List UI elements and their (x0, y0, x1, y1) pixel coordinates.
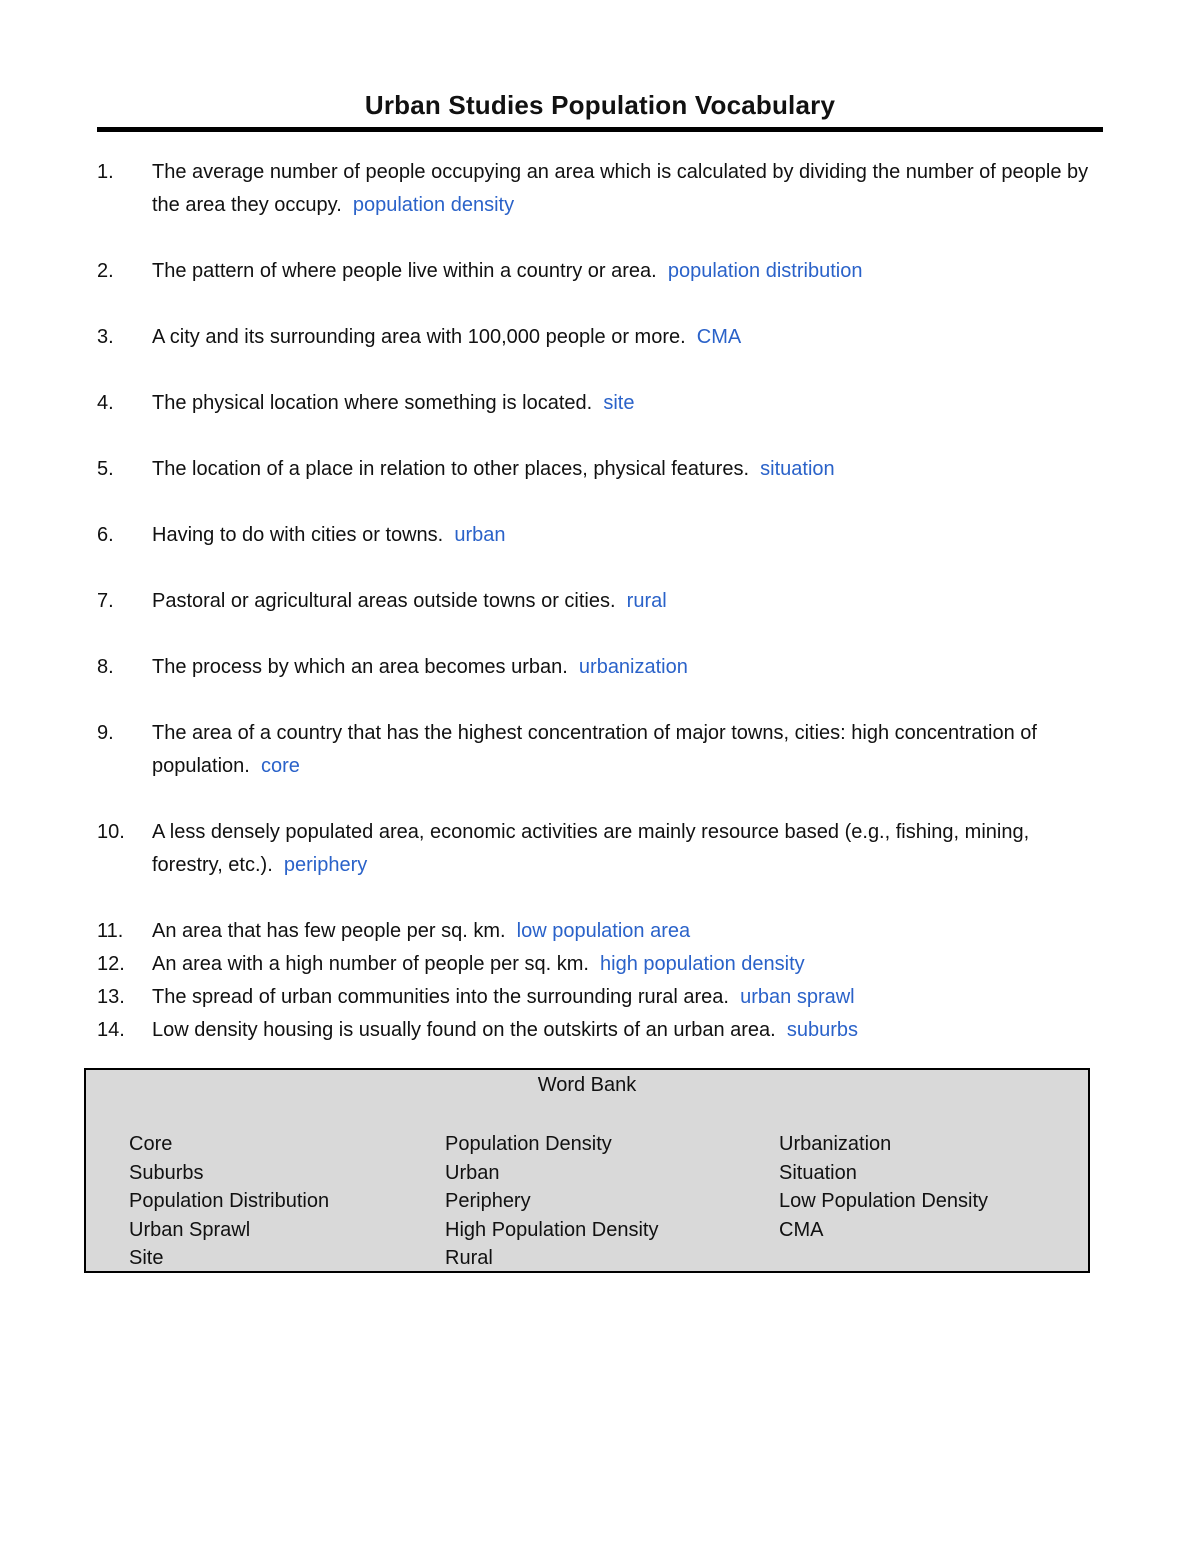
question-text: The process by which an area becomes urban. (152, 656, 568, 678)
question-text: Having to do with cities or towns. (152, 524, 444, 546)
question-number: 10. (97, 821, 125, 843)
answer-text: urbanization (578, 656, 688, 678)
question-item (0, 255, 1200, 288)
word-bank (84, 1068, 1090, 1273)
answer-text: urban (454, 524, 506, 546)
answer-text: CMA (696, 326, 742, 348)
question-number: 5. (97, 458, 114, 480)
question-list (0, 156, 1200, 1047)
title-underline (97, 127, 1103, 132)
word-bank-term: Situation (779, 1161, 857, 1184)
answer-text: core (261, 755, 300, 777)
question-text: A city and its surrounding area with 100,000 people or more. (152, 326, 686, 348)
question-item (0, 321, 1200, 354)
answer-text: site (603, 392, 635, 414)
question-text: A less densely populated area, economic activities are mainly resource based (e.g., fishing, mining, forestry, etc.). (152, 821, 1030, 876)
question-item (0, 981, 1200, 1014)
question-item (0, 453, 1200, 486)
question-text: An area with a high number of people per sq. km. (152, 953, 589, 975)
word-bank-term: Population Density (445, 1133, 612, 1155)
word-bank-term: Periphery (445, 1190, 531, 1212)
question-number: 8. (97, 656, 114, 678)
question-text: The spread of urban communities into the surrounding rural area. (152, 986, 729, 1008)
question-item (0, 915, 1200, 948)
word-bank-term: Low Population Density (779, 1190, 989, 1212)
question-item (0, 1014, 1200, 1047)
answer-text: high population density (600, 953, 805, 975)
word-bank-column (129, 1130, 329, 1273)
word-bank-column (445, 1130, 658, 1273)
question-item (0, 651, 1200, 684)
question-item (0, 948, 1200, 981)
question-text: Pastoral or agricultural areas outside towns or cities. (152, 590, 616, 612)
word-bank-title: Word Bank (537, 1074, 637, 1096)
question-number: 11. (97, 920, 124, 942)
question-text: The average number of people occupying an area which is calculated by dividing the number of people by the area they occupy. (152, 161, 1089, 216)
word-bank-term: Urban (445, 1161, 500, 1184)
question-item (0, 585, 1200, 618)
page-title: Urban Studies Population Vocabulary (364, 90, 836, 120)
question-number: 1. (97, 161, 114, 183)
word-bank-term: Urbanization (779, 1133, 892, 1155)
word-bank-term: Urban Sprawl (129, 1218, 251, 1241)
answer-text: suburbs (786, 1019, 859, 1041)
question-number: 12. (97, 953, 125, 975)
question-number: 9. (97, 722, 114, 744)
answer-text: urban sprawl (740, 986, 855, 1008)
question-number: 7. (97, 590, 114, 612)
question-item (0, 387, 1200, 420)
question-text: The area of a country that has the highest concentration of major towns, cities: high concentration of population. (152, 722, 1037, 777)
word-bank-term: High Population Density (445, 1218, 659, 1241)
question-text: An area that has few people per sq. km. (152, 920, 506, 942)
word-bank-term: Suburbs (129, 1161, 204, 1184)
answer-text: periphery (283, 854, 368, 876)
answer-text: population density (352, 194, 515, 216)
word-bank-term: Population Distribution (129, 1190, 330, 1212)
question-item (0, 519, 1200, 552)
answer-text: rural (626, 590, 667, 612)
question-text: The physical location where something is located. (152, 392, 593, 414)
question-text: The pattern of where people live within a country or area. (152, 260, 657, 282)
question-text: The location of a place in relation to other places, physical features. (152, 458, 750, 480)
answer-text: low population area (516, 920, 691, 942)
word-bank-column (779, 1130, 988, 1244)
question-number: 13. (97, 986, 125, 1008)
word-bank-term: Rural (445, 1247, 493, 1269)
question-text: Low density housing is usually found on the outskirts of an urban area. (152, 1019, 776, 1041)
question-number: 6. (97, 524, 114, 546)
word-bank-term: CMA (779, 1218, 824, 1241)
question-number: 2. (97, 260, 114, 282)
question-number: 14. (97, 1019, 125, 1041)
question-item (0, 156, 1200, 222)
question-number: 4. (97, 392, 114, 414)
question-number: 3. (97, 326, 114, 348)
question-item (0, 816, 1200, 882)
word-bank-term: Site (129, 1247, 164, 1269)
answer-text: population distribution (667, 260, 863, 282)
answer-text: situation (760, 458, 835, 480)
question-item (0, 717, 1200, 783)
word-bank-term: Core (129, 1133, 173, 1155)
